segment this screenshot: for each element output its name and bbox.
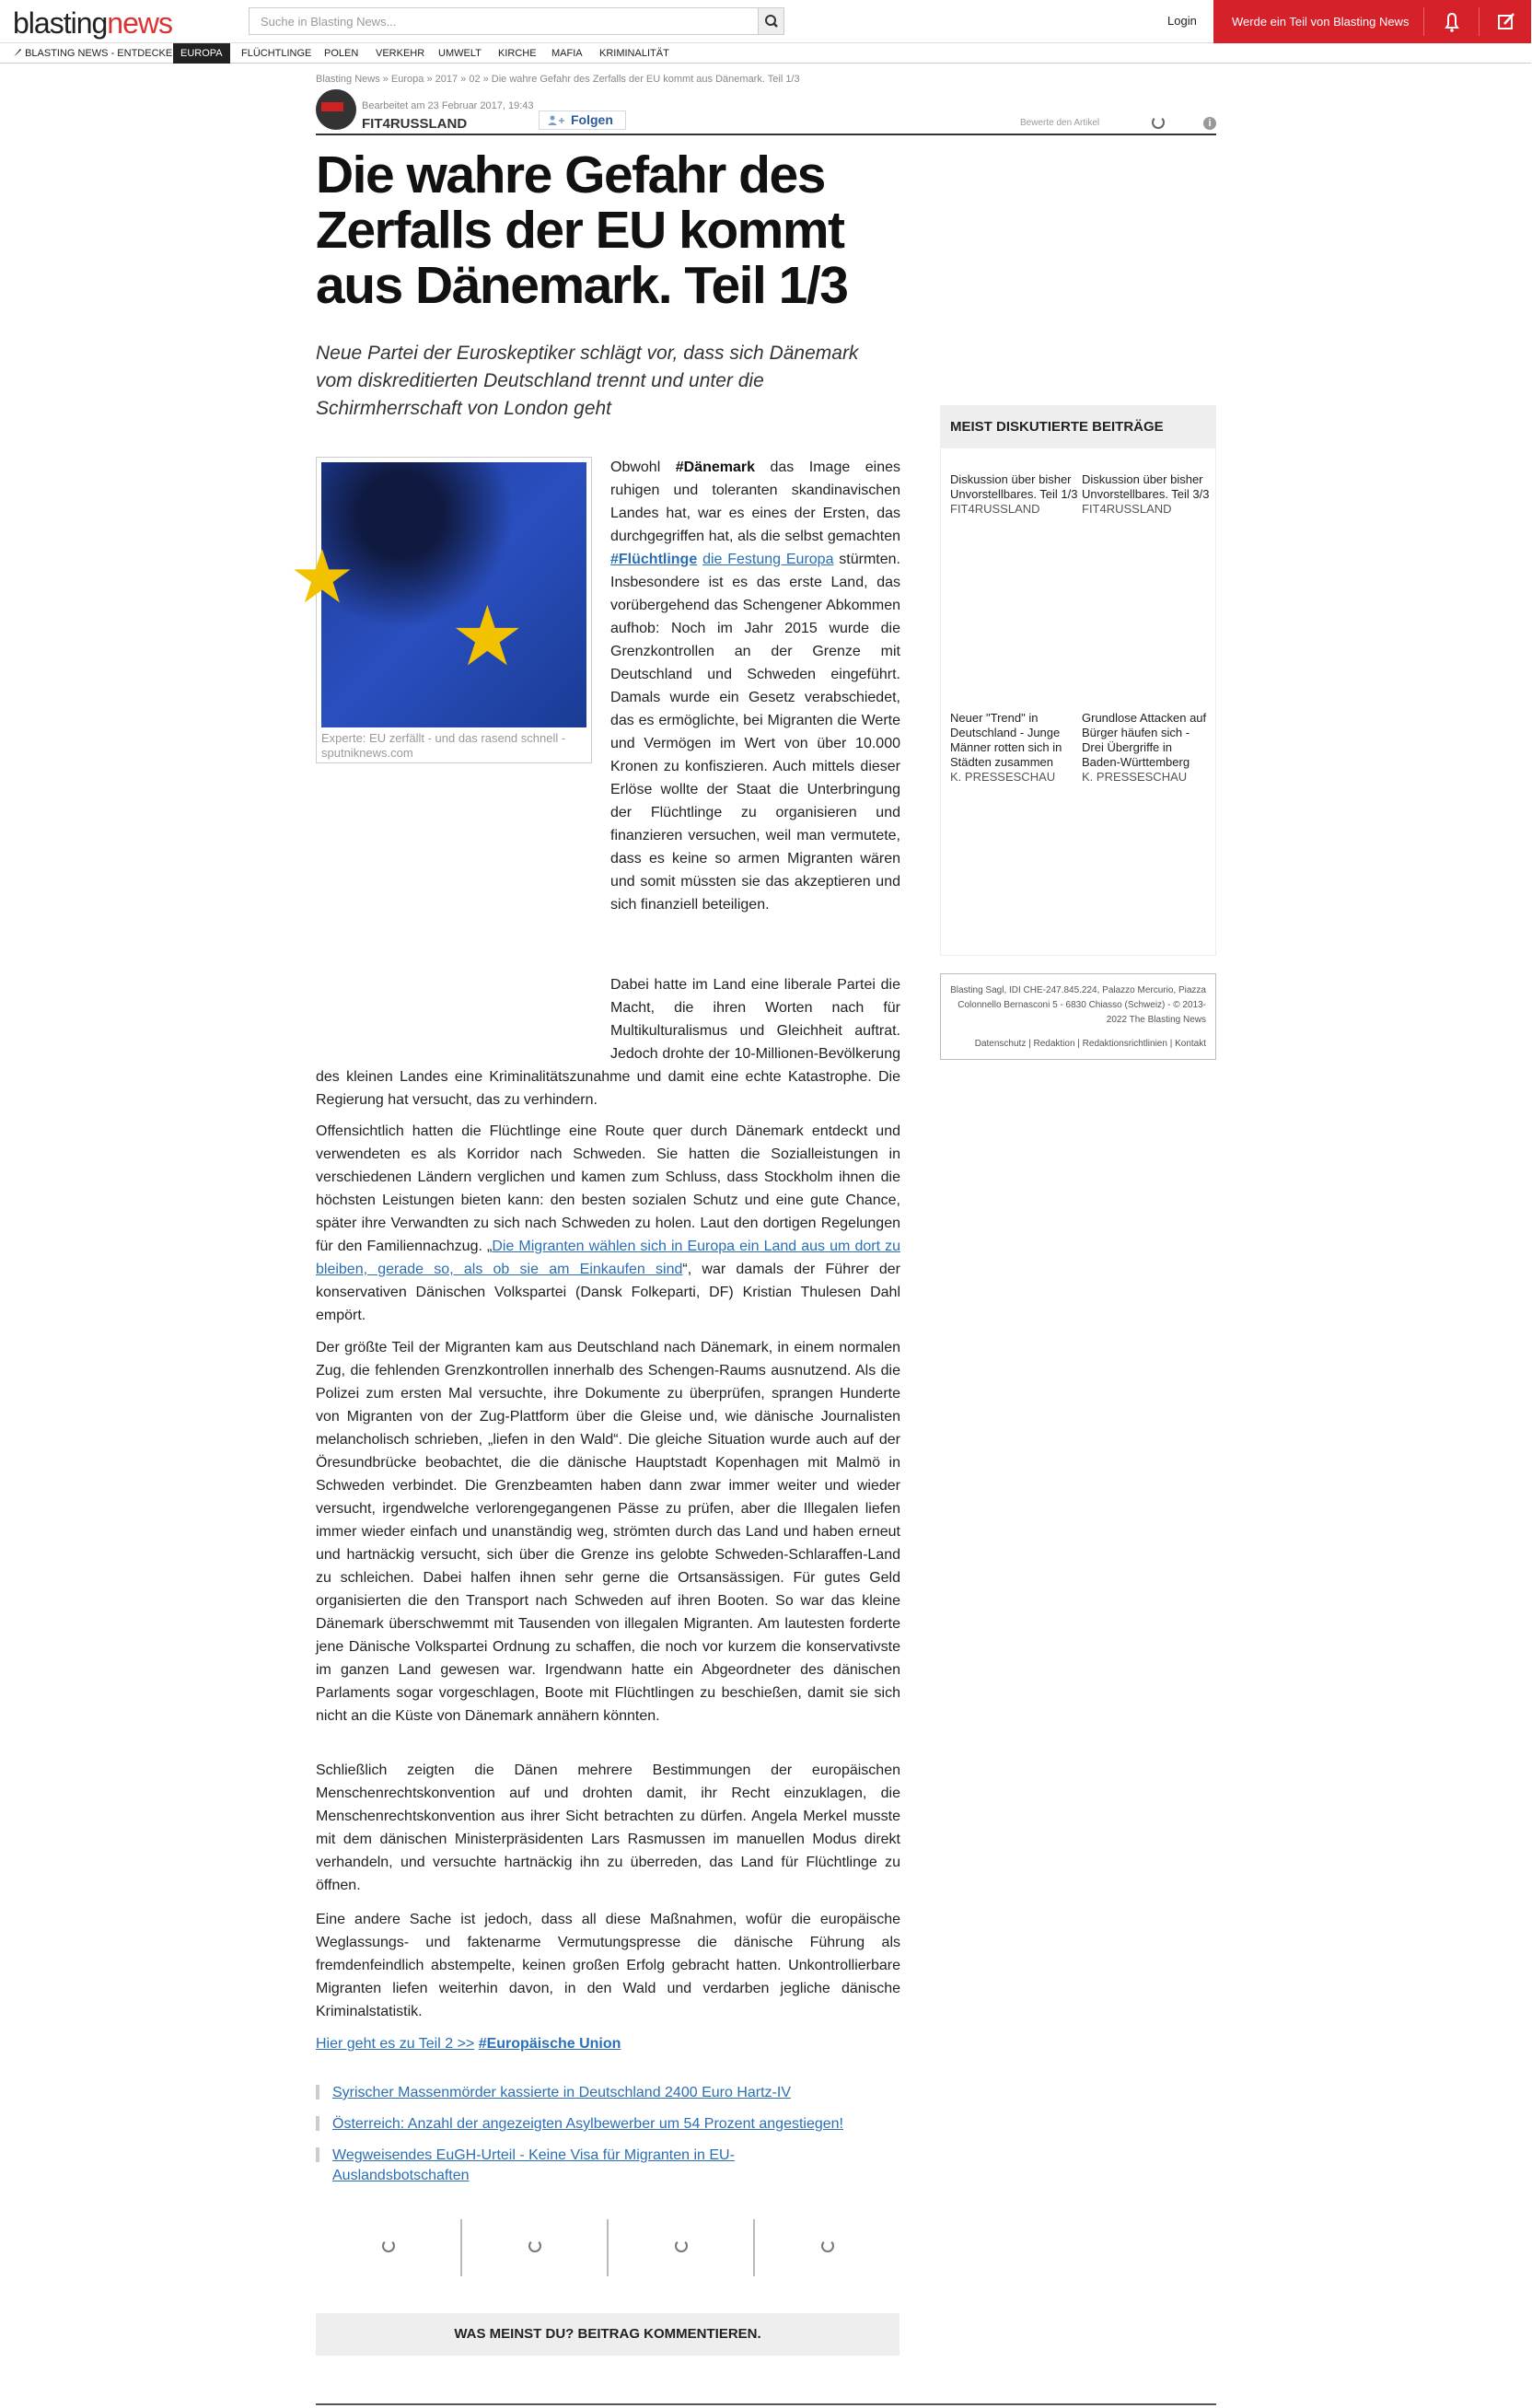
related-link[interactable]: Österreich: Anzahl der angezeigten Asylbewerber um 54 Prozent angestiegen! — [332, 2116, 843, 2132]
search-placeholder: Suche in Blasting News... — [261, 15, 397, 29]
widget-heading: MEIST DISKUTIERTE BEITRÄGE — [941, 406, 1215, 448]
nav-item-fluechtlinge[interactable]: FLÜCHTLINGE — [241, 48, 312, 59]
share-button[interactable] — [755, 2219, 901, 2276]
avatar[interactable] — [316, 89, 356, 130]
card-author: K. PRESSESCHAU — [1082, 770, 1188, 784]
edit-timestamp: Bearbeitet am 23 Februar 2017, 19:43 — [362, 100, 534, 111]
loading-icon — [675, 2239, 688, 2252]
breadcrumb[interactable]: Blasting News » Europa » 2017 » 02 » Die wahre Gefahr des Zerfalls der EU kommt aus Dänemark. Teil 1/3 — [316, 74, 800, 85]
list-item — [316, 2114, 905, 2135]
loading-icon — [528, 2239, 541, 2252]
rocket-icon — [13, 48, 22, 57]
loading-icon — [1152, 116, 1165, 129]
nav-item-verkehr[interactable]: VERKEHR — [376, 48, 425, 59]
edit-icon — [1480, 7, 1532, 36]
tag-fluechtlinge[interactable]: #Flüchtlinge — [610, 552, 698, 567]
loading-icon — [821, 2239, 834, 2252]
card-title: Diskussion über bisher Unvorstellbares. Teil 1/3 — [950, 472, 1078, 501]
list-item — [316, 2146, 758, 2186]
footer-legal: Blasting Sagl, IDI CHE-247.845.224, Palazzo Mercurio, Piazza Colonnello Bernasconi 5 - 6830 Chiasso (Schweiz) - © 2013-2022 The Blasting News — [950, 985, 1206, 1025]
nav-item-polen[interactable]: POLEN — [324, 48, 359, 59]
paragraph-6: Eine andere Sache ist jedoch, dass all diese Maßnahmen, wofür die europäische Weglassungs- und faktenarme Vermutungspresse die dänische Führung als fremdenfeindlich abstempelte, keinen großen Erfolg gebracht hatten. Unkontrollierbare Migranten liefen weiterhin davon, in den Wald und verdarben jegliche dänische Kriminalstatistik. — [316, 1912, 900, 2019]
nav-item-discover[interactable] — [13, 43, 172, 64]
article-image[interactable] — [289, 457, 592, 763]
paragraph-1: Obwohl #Dänemark das Image eines ruhigen und toleranten skandinavischen Landes hat, war es eines der Ersten, das durchgegriffen hat, als die selbst gemachten #Flüchtlinge die Festung Europa stürmten. Insbesondere ist es das erste Land, das vorübergehend das Schengener Abkommen aufhob: Noch im Jahr 2015 wurde die Grenzkontrollen an der Grenze mit Deutschland und Schweden eingeführt. Damals wurde ein Gesetz verabschiedet, das es ermöglichte, bei Migranten die Werte und Vermögen im Wert von über 10.000 Kronen zu konfiszieren. Auch mittels dieser Erlöse wollte der Staat die Unterbringung der Flüchtlinge zu organisieren und finanzieren versuchen, weil man vermutete, dass es keine so armen Migranten wären und somit müssten sie das akzeptieren und sich finanziell beteiligen. — [610, 459, 900, 913]
search-button[interactable] — [758, 8, 783, 34]
link-festung-europa[interactable]: die Festung Europa — [702, 552, 834, 567]
page-title: Die wahre Gefahr des Zerfalls der EU kommt aus Dänemark. Teil 1/3 — [316, 145, 848, 315]
category-nav — [0, 43, 1531, 64]
card-author: K. PRESSESCHAU — [950, 770, 1056, 784]
nav-item-kriminalitaet[interactable]: KRIMINALITÄT — [599, 48, 669, 59]
share-button[interactable] — [316, 2219, 462, 2276]
nav-item-europa[interactable]: EUROPA — [173, 43, 230, 64]
join-cta — [1213, 0, 1531, 43]
logo-part1: blasting — [13, 6, 108, 40]
paragraph-2: Dabei hatte im Land eine liberale Partei die Macht, die ihren Worten nach für Multikulturalismus und Gleichheit auftrat. Jedoch drohte der 10-Millionen-Bevölkerung des kleinen Landes eine Kriminalitätszunahme und damit eine echte Katastrophe. Die Regierung hat versucht, das zu verhindern. — [316, 973, 900, 1111]
comment-button[interactable]: WAS MEINST DU? BEITRAG KOMMENTIEREN. — [316, 2313, 899, 2356]
discussed-card[interactable] — [1082, 711, 1211, 785]
paragraph-4: Der größte Teil der Migranten kam aus Deutschland nach Dänemark, in einem normalen Zug, die fehlenden Grenzkontrollen innerhalb des Schengen-Raums ausnutzend. Als die Polizei zum ersten Mal versuchte, ihre Dokumente zu überprüfen, sprangen Hunderte von Migranten von der Zug-Plattform über die Gleise und, wie dänische Journalisten melancholisch schrieben, „liefen in den Wald“. Die gleiche Situation wurde auch auf der Öresundbrücke beobachtet, die die dänische Hauptstadt Kopenhagen mit Malmö in Schweden verbindet. Die Grenzbeamten haben dann zwar immer weiter und wieder versucht, irgendwelche verlorengegangenen Pässe zu prüfen, aber die Illegalen liefen immer wieder einfach und unanständig weg, strömten durch das Land und haben erneut und hartnäckig versucht, sich über die Grenze ins gelobte Schweden-Schlaraffen-Land zu schleichen. Dabei halfen ihnen sehr gerne die Ortsansässigen. Für gutes Geld organisierten die den Transport nach Schweden auf ihren Booten. So war das kleine Dänemark überschwemmt mit Tausenden von illegalen Migranten. Am lautesten forderte jene Dänische Volkspartei Ordnung zu schaffen, die noch vor kurzem die konservativste im ganzen Land gewesen war. Irgendwann hatte ein Abgeordneter des dänischen Parlaments sogar vorgeschlagen, Boote mit Flüchtlingen zu beschießen, damit sie sich nicht an die Küste von Dänemark annähern könnten. — [316, 1340, 900, 1724]
nav-item-kirche[interactable]: KIRCHE — [498, 48, 537, 59]
search-icon — [759, 8, 784, 34]
card-author: FIT4RUSSLAND — [950, 502, 1040, 516]
paragraph-3: Offensichtlich hatten die Flüchtlinge eine Route quer durch Dänemark entdeckt und verwendeten es als Korridor nach Schweden. Sie hatten die Sozialleistungen in verschiedenen Ländern verglichen und kamen zum Schluss, dass Stockholm ihnen die höchsten Leistungen bieten kann: den besten sozialen Schutz und eine gute Chance, später ihre Verwandten zu sich nach Schweden zu holen. Laut den dortigen Regelungen für den Familiennachzug. „Die Migranten wählen sich in Europa ein Land aus um dort zu bleiben, gerade so, als ob sie am Einkaufen sind“, war damals der Führer der konservativen Dänischen Volkspartei (Dansk Folkeparti, DF) Kristian Thulesen Dahl empört. — [316, 1123, 901, 1323]
card-title: Grundlose Attacken auf Bürger häufen sich - Drei Übergriffe in Baden-Württemberg — [1082, 711, 1207, 769]
join-button[interactable]: Werde ein Teil von Blasting News — [1232, 15, 1410, 29]
related-links — [316, 2083, 905, 2197]
eu-flag-image — [289, 462, 586, 727]
share-button[interactable] — [609, 2219, 755, 2276]
next-part — [316, 2032, 900, 2055]
star-icon: ★ — [289, 536, 355, 618]
nav-item-umwelt[interactable]: UMWELT — [438, 48, 482, 59]
list-item — [316, 2083, 905, 2103]
notifications-button[interactable] — [1423, 7, 1479, 36]
discussed-card[interactable] — [950, 472, 1079, 517]
follow-label: Folgen — [571, 112, 613, 127]
paragraph-5: Schließlich zeigten die Dänen mehrere Bestimmungen der europäischen Menschenrechtskonvention auf und drohten damit, ihr Recht einzuklagen, die Menschenrechtskonvention aus ihrer Sicht betrachten zu dürfen. Angela Merkel musste mit dem dänischen Ministerpräsidenten Lars Rasmussen im manuellen Modus direkt verhandeln, und versuchte hartnäckig ihn zu überreden, das Land für Flüchtlinge zu öffnen. — [316, 1762, 900, 1893]
site-footer — [940, 973, 1216, 1060]
tag-daenemark[interactable]: #Dänemark — [675, 459, 756, 475]
rate-label: Bewerte den Artikel — [1020, 118, 1100, 128]
info-icon[interactable]: i — [1203, 117, 1216, 130]
tag-europaeische-union[interactable]: #Europäische Union — [478, 2036, 621, 2052]
card-title: Neuer "Trend" in Deutschland - Junge Männer rotten sich in Städten zusammen — [950, 711, 1062, 769]
related-link[interactable]: Wegweisendes EuGH-Urteil - Keine Visa für Migranten in EU-Auslandsbotschaften — [332, 2147, 735, 2183]
write-button[interactable] — [1479, 7, 1531, 36]
follow-button[interactable] — [539, 111, 626, 130]
share-button[interactable] — [462, 2219, 609, 2276]
card-title: Diskussion über bisher Unvorstellbares. Teil 3/3 — [1082, 472, 1210, 501]
bottom-divider — [316, 2403, 1216, 2405]
next-part-link[interactable]: Hier geht es zu Teil 2 >> — [316, 2036, 475, 2052]
author-name[interactable]: FIT4RUSSLAND — [362, 116, 468, 132]
footer-links[interactable]: Datenschutz | Redaktion | Redaktionsrichtlinien | Kontakt — [974, 1039, 1206, 1049]
discussed-card[interactable] — [950, 711, 1079, 785]
search-input[interactable] — [249, 7, 784, 35]
user-plus-icon — [547, 115, 565, 126]
loading-icon — [382, 2239, 395, 2252]
login-link[interactable]: Login — [1167, 14, 1197, 28]
nav-item-label: BLASTING NEWS - ENTDECKE — [25, 48, 173, 59]
most-discussed-widget — [940, 405, 1216, 956]
image-caption: Experte: EU zerfällt - und das rasend schnell - sputniknews.com — [321, 731, 566, 760]
float-spacer — [316, 973, 610, 1065]
link-migranten-quote[interactable]: Die Migranten wählen sich in Europa ein Land aus um dort zu bleiben, gerade so, als ob sie am Einkaufen sind — [316, 1239, 900, 1277]
discussed-card[interactable] — [1082, 472, 1211, 517]
article-subtitle: Neue Partei der Euroskeptiker schlägt vor, dass sich Dänemark vom diskreditierten Deutschland trennt und unter die Schirmherrschaft von London geht — [316, 343, 859, 419]
card-author: FIT4RUSSLAND — [1082, 502, 1172, 516]
header-divider — [316, 134, 1216, 135]
logo-part2: news — [107, 6, 172, 40]
star-icon: ★ — [450, 591, 525, 683]
top-bar — [0, 0, 1531, 43]
blasting-news-logo[interactable] — [13, 6, 172, 41]
share-bar — [316, 2219, 905, 2276]
bell-icon — [1424, 7, 1480, 36]
related-link[interactable]: Syrischer Massenmörder kassierte in Deutschland 2400 Euro Hartz-IV — [332, 2085, 791, 2100]
nav-item-mafia[interactable]: MAFIA — [551, 48, 583, 59]
